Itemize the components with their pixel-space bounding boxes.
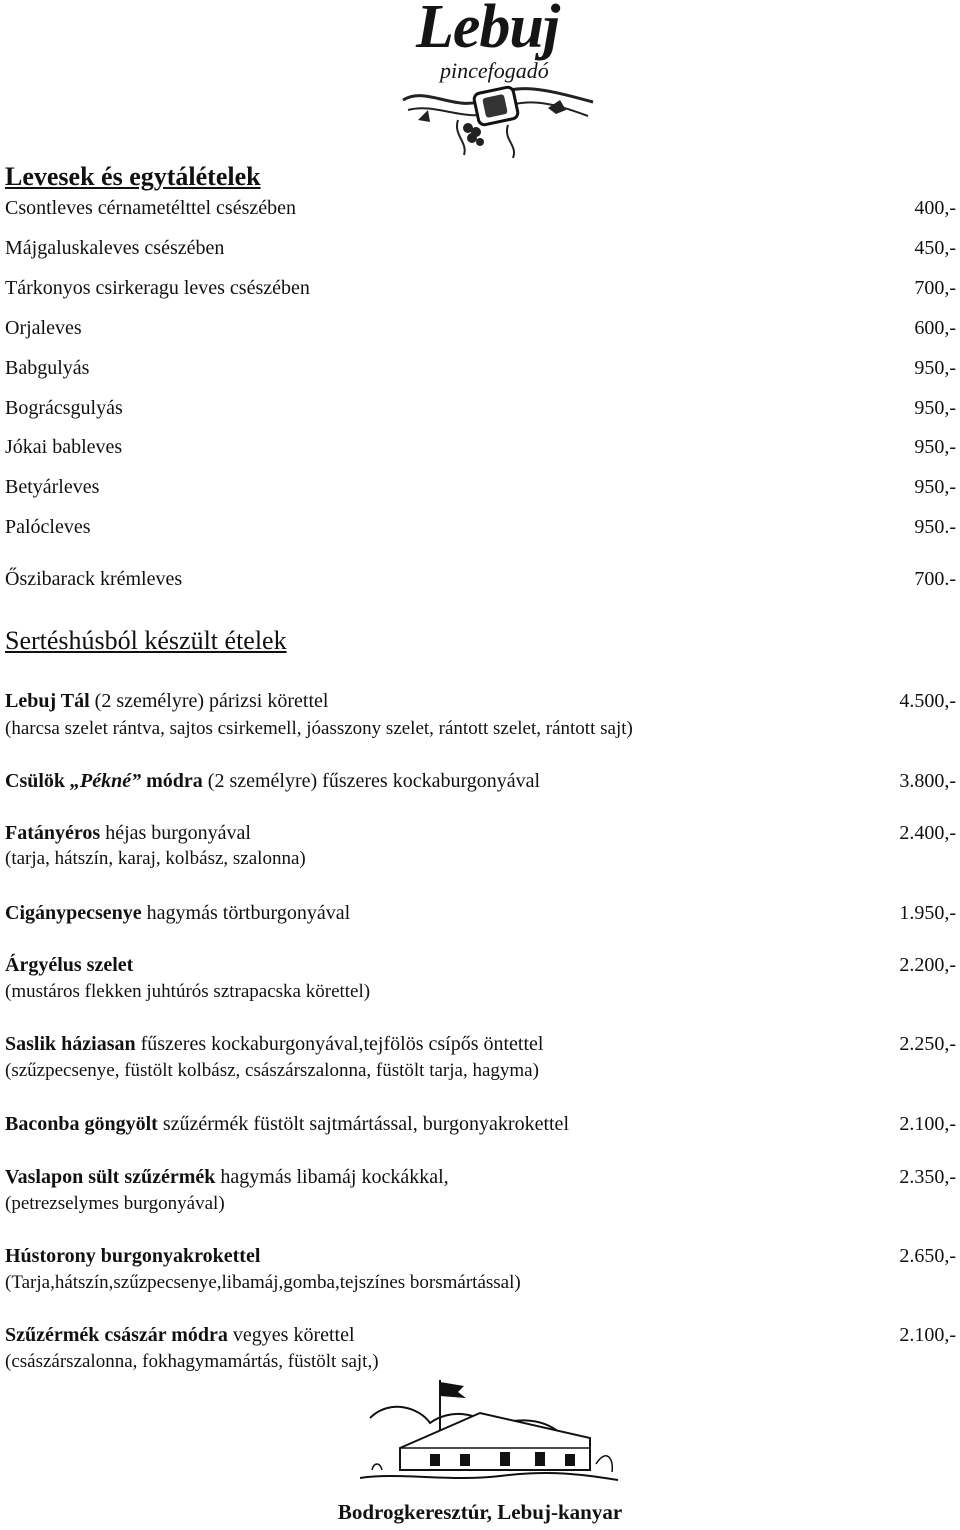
dish-note: (harcsa szelet rántva, sajtos csirkemell, jóasszony szelet, rántott szelet, rántott sajt) [5, 718, 633, 739]
dish-name [5, 1243, 260, 1269]
dish-price: 700.- [914, 568, 956, 590]
grapevine-ornament-icon [398, 80, 598, 160]
dish-name: Csontleves cérnametélttel csészében [5, 197, 296, 219]
dish-price: 600,- [914, 317, 956, 339]
dish-price: 2.100,- [899, 1324, 956, 1346]
dish-name-bold: Fatányéros [5, 822, 101, 844]
restaurant-logo [398, 0, 598, 160]
dish-name-bold: Szűzérmék császár módra [5, 1324, 228, 1346]
list-item [5, 434, 956, 460]
dish-name-rest: (2 személyre) párizsi körettel [89, 690, 329, 712]
dish-price: 2.350,- [899, 1166, 956, 1188]
dish-name-bold: Vaslapon sült szűzérmék [5, 1166, 216, 1188]
dish-name-rest: héjas burgonyával [100, 822, 251, 844]
dish-name-rest: hagymás libamáj kockákkal, [215, 1166, 449, 1188]
list-item [5, 952, 956, 978]
list-item [5, 474, 956, 500]
list-item [5, 395, 956, 421]
dish-name [5, 768, 540, 794]
list-item [5, 688, 956, 714]
dish-price: 2.100,- [899, 1113, 956, 1135]
dish-price: 2.200,- [899, 954, 956, 976]
dish-name-italic: „Pékné” [65, 770, 147, 792]
dish-name: Tárkonyos csirkeragu leves csészében [5, 277, 310, 299]
dish-price: 950,- [914, 397, 956, 419]
dish-note: (Tarja,hátszín,szűzpecsenye,libamáj,gomba,tejszínes borsmártással) [5, 1272, 521, 1293]
dish-name-bold: Hústorony burgonyakrokettel [5, 1245, 261, 1267]
dish-name: Palócleves [5, 516, 91, 538]
logo-title: Lebuj [416, 0, 560, 61]
dish-price: 700,- [914, 277, 956, 299]
list-item [5, 1111, 956, 1137]
dish-name-rest: fűszeres kockaburgonyával,tejfölös csípős öntettel [135, 1033, 544, 1055]
dish-name-bold: Cigánypecsenye [5, 902, 142, 924]
list-item [5, 235, 956, 261]
logo-subtitle: pincefogadó [440, 58, 549, 83]
inn-building-illustration-icon [360, 1378, 620, 1488]
dish-name [5, 688, 328, 714]
dish-name-bold: Saslik háziasan [5, 1033, 136, 1055]
dish-name-bold: Árgyélus szelet [5, 954, 134, 976]
dish-name [5, 1164, 449, 1190]
address: Bodrogkeresztúr, Lebuj-kanyar [337, 1500, 623, 1524]
dish-price: 2.650,- [899, 1245, 956, 1267]
dish-note: (tarja, hátszín, karaj, kolbász, szalonna) [5, 848, 306, 869]
dish-name: Bográcsgulyás [5, 397, 123, 419]
dish-price: 950,- [914, 476, 956, 498]
dish-price: 950.- [914, 516, 956, 538]
dish-name: Orjaleves [5, 317, 82, 339]
list-item [5, 195, 956, 221]
dish-note: (mustáros flekken juhtúrós sztrapacska körettel) [5, 981, 371, 1002]
section-title-pork: Sertéshúsból készült ételek [5, 626, 287, 655]
list-item [5, 1243, 956, 1269]
list-item [5, 315, 956, 341]
dish-name: Őszibarack krémleves [5, 568, 183, 590]
dish-name [5, 1111, 569, 1137]
list-item [5, 1322, 956, 1348]
dish-price: 2.400,- [899, 822, 956, 844]
dish-name-bold: Baconba göngyölt [5, 1113, 158, 1135]
dish-price: 1.950,- [899, 902, 956, 924]
dish-name-bold: Lebuj Tál [5, 690, 90, 712]
dish-price: 4.500,- [899, 690, 956, 712]
dish-name-bold-2: módra [146, 770, 203, 792]
dish-name-rest: szűzérmék füstölt sajtmártással, burgonyakrokettel [157, 1113, 569, 1135]
section-title-soups: Levesek és egytálételek [5, 162, 261, 191]
dish-name-rest: (2 személyre) fűszeres kockaburgonyával [202, 770, 541, 792]
dish-price: 950,- [914, 436, 956, 458]
dish-name [5, 900, 350, 926]
list-item [5, 820, 956, 846]
dish-price: 450,- [914, 237, 956, 259]
list-item [5, 355, 956, 381]
dish-name-rest: hagymás törtburgonyával [141, 902, 351, 924]
dish-name [5, 952, 133, 978]
dish-price: 2.250,- [899, 1033, 956, 1055]
dish-name [5, 1322, 355, 1348]
dish-note: (petrezselymes burgonyával) [5, 1193, 225, 1214]
dish-name: Betyárleves [5, 476, 100, 498]
dish-name: Jókai bableves [5, 436, 123, 458]
dish-name [5, 820, 251, 846]
dish-name-bold: Csülök [5, 770, 66, 792]
dish-name: Babgulyás [5, 357, 90, 379]
dish-name: Májgaluskaleves csészében [5, 237, 225, 259]
list-item [5, 275, 956, 301]
dish-name [5, 1031, 543, 1057]
list-item [5, 900, 956, 926]
list-item [5, 566, 956, 592]
dish-note: (szűzpecsenye, füstölt kolbász, császárszalonna, füstölt tarja, hagyma) [5, 1060, 539, 1081]
dish-price: 3.800,- [899, 770, 956, 792]
list-item [5, 1164, 956, 1190]
list-item [5, 768, 956, 794]
dish-price: 950,- [914, 357, 956, 379]
list-item [5, 1031, 956, 1057]
dish-note: (császárszalonna, fokhagymamártás, füstölt sajt,) [5, 1351, 379, 1372]
dish-name-rest: vegyes körettel [227, 1324, 355, 1346]
list-item [5, 514, 956, 540]
dish-price: 400,- [914, 197, 956, 219]
